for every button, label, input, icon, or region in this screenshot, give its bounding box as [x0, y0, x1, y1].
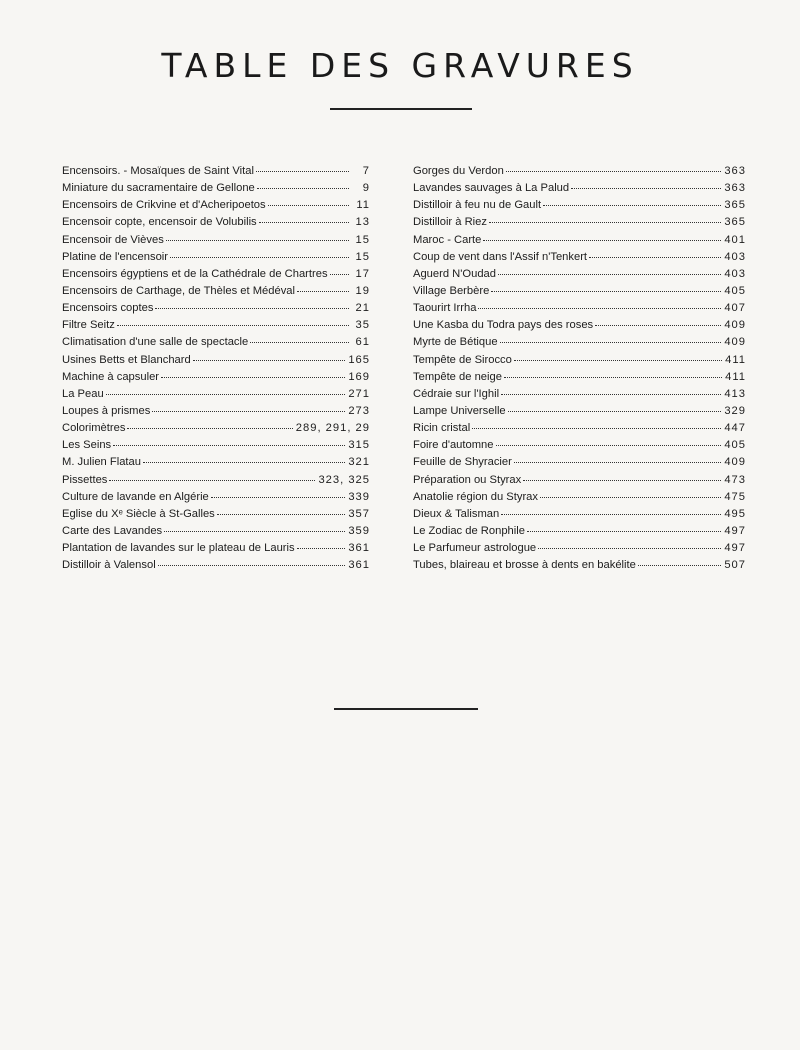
entry-title: Pissettes [62, 473, 108, 486]
toc-entry [413, 300, 746, 317]
toc-entry [413, 489, 746, 506]
dot-leader [143, 461, 345, 463]
entry-title: Feuille de Shyracier [413, 456, 512, 469]
entry-title: Distilloir à feu nu de Gault [413, 199, 542, 212]
dot-leader [256, 170, 349, 172]
entry-page-number: 7 [362, 165, 370, 177]
toc-entry [62, 386, 370, 403]
dot-leader [501, 393, 721, 395]
entry-page-number: 61 [355, 336, 370, 349]
dot-leader [571, 187, 721, 189]
entry-title: Le Zodiac de Ronphile [413, 524, 525, 537]
entry-page-number: 271 [348, 387, 370, 400]
entry-title: Préparation ou Styrax [413, 473, 522, 486]
entry-page-number: 403 [724, 267, 746, 280]
entry-title: Encensoir de Vièves [62, 233, 164, 246]
entry-title: Gorges du Verdon [413, 165, 504, 177]
entry-title: Lampe Universelle [413, 404, 506, 417]
entry-title: Village Berbère [413, 284, 490, 297]
dot-leader [504, 376, 722, 378]
toc-left-column [62, 163, 370, 574]
dot-leader [506, 170, 722, 172]
dot-leader [152, 410, 345, 412]
toc-entry [413, 283, 746, 300]
entry-title: Tubes, blaireau et brosse à dents en bakélite [413, 559, 636, 572]
dot-leader [113, 444, 345, 446]
entry-page-number: 165 [348, 353, 370, 366]
entry-page-number: 339 [348, 490, 370, 503]
entry-title: Foire d'automne [413, 439, 494, 452]
toc-entry [413, 197, 746, 214]
toc-entry [413, 180, 746, 197]
toc-entry [62, 557, 370, 574]
entry-title: Encensoirs de Crikvine et d'Acheripoetos [62, 199, 266, 212]
entry-title: Encensoirs coptes [62, 302, 154, 315]
dot-leader [106, 393, 346, 395]
entry-title: Dieux & Talisman [413, 507, 500, 520]
entry-title: Miniature du sacramentaire de Gellone [62, 182, 255, 195]
dot-leader [508, 410, 722, 412]
entry-page-number: 405 [724, 439, 746, 452]
toc-entry [62, 540, 370, 557]
dot-leader [164, 530, 345, 532]
entry-title: Les Seins [62, 439, 112, 452]
dot-leader [268, 204, 349, 206]
toc-entry [62, 249, 370, 266]
dot-leader [257, 187, 349, 189]
entry-title: Encensoirs. - Mosaïques de Saint Vital [62, 165, 254, 177]
entry-title: Une Kasba du Todra pays des roses [413, 319, 594, 332]
toc-entry [413, 266, 746, 283]
entry-title: Encensoir copte, encensoir de Volubilis [62, 216, 257, 229]
entry-title: Encensoirs de Carthage, de Thèles et Médéval [62, 284, 296, 297]
entry-page-number: 403 [724, 250, 746, 263]
toc-entry [413, 523, 746, 540]
toc-entry [62, 472, 370, 489]
entry-page-number: 321 [348, 456, 370, 469]
toc-entry [413, 352, 746, 369]
dot-leader [297, 547, 346, 549]
toc-entry [62, 403, 370, 420]
toc-entry [62, 334, 370, 351]
toc-entry [413, 386, 746, 403]
toc-entry [62, 506, 370, 523]
dot-leader [155, 307, 349, 309]
entry-title: Coup de vent dans l'Assif n'Tenkert [413, 250, 588, 263]
toc-entry [413, 472, 746, 489]
dot-leader [498, 273, 721, 275]
entry-page-number: 15 [355, 233, 370, 246]
toc-entry [413, 506, 746, 523]
dot-leader [217, 513, 346, 515]
entry-title: Usines Betts et Blanchard [62, 353, 191, 366]
entry-page-number: 323, 325 [318, 473, 370, 486]
entry-page-number: 413 [724, 387, 746, 400]
entry-title: Loupes à prismes [62, 404, 151, 417]
dot-leader [158, 564, 346, 566]
toc-entry [62, 214, 370, 231]
entry-title: Maroc - Carte [413, 233, 482, 246]
entry-page-number: 407 [724, 302, 746, 315]
dot-leader [489, 221, 721, 223]
entry-page-number: 361 [348, 542, 370, 555]
toc-entry [413, 249, 746, 266]
dot-leader [193, 359, 346, 361]
toc-entry [62, 489, 370, 506]
toc-entry [413, 454, 746, 471]
entry-page-number: 497 [724, 524, 746, 537]
dot-leader [538, 547, 721, 549]
toc-entry [413, 163, 746, 180]
entry-page-number: 411 [725, 353, 746, 366]
entry-title: Lavandes sauvages à La Palud [413, 182, 570, 195]
toc-entry [62, 437, 370, 454]
dot-leader [514, 461, 721, 463]
entry-title: Aguerd N'Oudad [413, 267, 496, 280]
toc-entry [62, 180, 370, 197]
toc-entry [413, 437, 746, 454]
dot-leader [543, 204, 721, 206]
entry-title: Le Parfumeur astrologue [413, 542, 537, 555]
toc-entry [413, 540, 746, 557]
entry-title: Ricin cristal [413, 422, 471, 435]
dot-leader [496, 444, 722, 446]
entry-title: Eglise du Xᵉ Siècle à St-Galles [62, 507, 215, 520]
entry-page-number: 359 [348, 524, 370, 537]
dot-leader [638, 564, 721, 566]
entry-title: Machine à capsuler [62, 370, 160, 383]
toc-entry [413, 403, 746, 420]
toc-entry [62, 232, 370, 249]
toc-entry [62, 266, 370, 283]
entry-page-number: 475 [724, 490, 746, 503]
entry-page-number: 411 [725, 370, 746, 383]
dot-leader [161, 376, 345, 378]
entry-page-number: 13 [355, 216, 370, 229]
dot-leader [491, 290, 721, 292]
entry-page-number: 17 [355, 267, 370, 280]
entry-page-number: 507 [724, 559, 746, 572]
entry-page-number: 409 [724, 336, 746, 349]
toc-entry [62, 283, 370, 300]
dot-leader [166, 239, 349, 241]
entry-title: Distilloir à Riez [413, 216, 487, 229]
entry-page-number: 21 [355, 302, 370, 315]
entry-title: Carte des Lavandes [62, 524, 163, 537]
entry-page-number: 497 [724, 542, 746, 555]
dot-leader [472, 427, 721, 429]
entry-page-number: 315 [348, 439, 370, 452]
entry-title: Platine de l'encensoir [62, 250, 168, 263]
entry-page-number: 11 [356, 199, 370, 212]
top-divider [330, 108, 472, 110]
entry-title: Encensoirs égyptiens et de la Cathédrale de Chartres [62, 267, 328, 280]
toc-entry [413, 420, 746, 437]
dot-leader [483, 239, 721, 241]
dot-leader [514, 359, 722, 361]
dot-leader [527, 530, 721, 532]
dot-leader [170, 256, 349, 258]
toc-entry [413, 369, 746, 386]
toc-entry [62, 369, 370, 386]
page-title: TABLE DES GRAVURES [161, 46, 639, 85]
toc-entry [62, 420, 370, 437]
entry-title: Tempête de neige [413, 370, 502, 383]
entry-page-number: 329 [724, 404, 746, 417]
entry-page-number: 409 [724, 319, 746, 332]
entry-page-number: 495 [724, 507, 746, 520]
toc-entry [62, 317, 370, 334]
dot-leader [250, 341, 349, 343]
entry-title: M. Julien Flatau [62, 456, 141, 469]
dot-leader [211, 496, 346, 498]
entry-page-number: 169 [348, 370, 370, 383]
toc-entry [413, 557, 746, 574]
entry-title: Distilloir à Valensol [62, 559, 156, 572]
entry-page-number: 35 [355, 319, 370, 332]
entry-page-number: 473 [724, 473, 746, 486]
entry-page-number: 9 [362, 182, 370, 195]
toc-entry [62, 523, 370, 540]
entry-page-number: 363 [724, 182, 746, 195]
dot-leader [330, 273, 349, 275]
entry-title: Tempête de Sirocco [413, 353, 512, 366]
bottom-divider [334, 708, 478, 710]
toc-entry [62, 300, 370, 317]
dot-leader [259, 221, 349, 223]
toc-entry [413, 317, 746, 334]
entry-title: Myrte de Bétique [413, 336, 498, 349]
entry-page-number: 405 [724, 284, 746, 297]
entry-title: La Peau [62, 387, 104, 400]
entry-page-number: 15 [355, 250, 370, 263]
entry-title: Climatisation d'une salle de spectacle [62, 336, 249, 349]
entry-page-number: 401 [724, 233, 746, 246]
dot-leader [109, 479, 315, 481]
toc-entry [62, 197, 370, 214]
entry-page-number: 365 [724, 216, 746, 229]
entry-title: Colorimètres [62, 422, 126, 435]
entry-page-number: 409 [724, 456, 746, 469]
dot-leader [500, 341, 722, 343]
entry-page-number: 447 [724, 422, 746, 435]
entry-title: Anatolie région du Styrax [413, 490, 539, 503]
dot-leader [297, 290, 349, 292]
entry-page-number: 273 [348, 404, 370, 417]
entry-page-number: 357 [348, 507, 370, 520]
entry-page-number: 289, 291, 29 [295, 422, 370, 435]
dot-leader [127, 427, 292, 429]
dot-leader [595, 324, 721, 326]
dot-leader [589, 256, 721, 258]
dot-leader [523, 479, 721, 481]
entry-page-number: 365 [724, 199, 746, 212]
entry-title: Plantation de lavandes sur le plateau de Lauris [62, 542, 295, 555]
toc-right-column [413, 163, 746, 574]
entry-title: Culture de lavande en Algérie [62, 490, 209, 503]
entry-title: Filtre Seitz [62, 319, 115, 332]
toc-entry [62, 163, 370, 180]
entry-page-number: 363 [724, 165, 746, 177]
entry-page-number: 19 [355, 284, 370, 297]
toc-entry [62, 352, 370, 369]
toc-entry [413, 232, 746, 249]
toc-entry [413, 334, 746, 351]
dot-leader [117, 324, 349, 326]
toc-entry [413, 214, 746, 231]
dot-leader [478, 307, 721, 309]
entry-page-number: 361 [348, 559, 370, 572]
dot-leader [540, 496, 721, 498]
dot-leader [501, 513, 721, 515]
entry-title: Cédraie sur l'Ighil [413, 387, 500, 400]
entry-title: Taourirt Irrha [413, 302, 477, 315]
toc-entry [62, 454, 370, 471]
